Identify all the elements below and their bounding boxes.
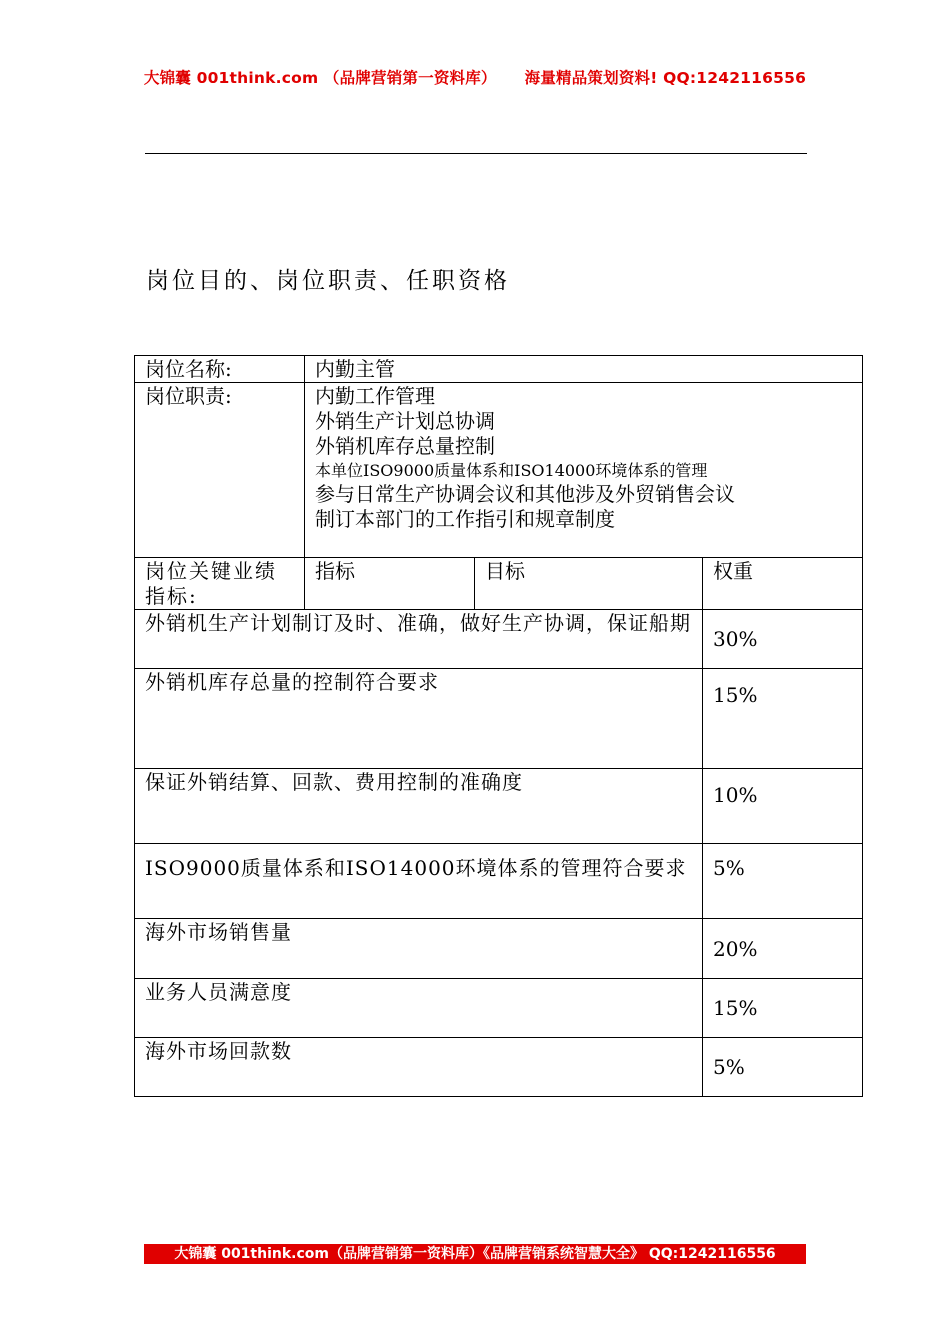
header-promo-text: 海量精品策划资料! QQ:1242116556 [524, 69, 807, 87]
kpi-weight: 10% [703, 769, 863, 844]
kpi-indicator: 外销机库存总量的控制符合要求 [135, 669, 703, 769]
kpi-indicator: 海外市场回款数 [135, 1038, 703, 1097]
kpi-row [135, 610, 863, 669]
duties-label: 岗位职责: [135, 383, 305, 558]
duties-row [135, 383, 863, 558]
header-banner [0, 66, 950, 88]
kpi-row [135, 844, 863, 919]
duty-item: 制订本部门的工作指引和规章制度 [315, 507, 615, 531]
kpi-indicator: 业务人员满意度 [135, 979, 703, 1038]
duty-item: 外销生产计划总协调 [315, 409, 495, 433]
header-divider [145, 153, 807, 154]
duty-item: 本单位ISO9000质量体系和ISO14000环境体系的管理 [315, 461, 708, 480]
duty-item: 内勤工作管理 [315, 384, 435, 408]
kpi-weight: 5% [703, 1038, 863, 1097]
kpi-header-row [135, 558, 863, 610]
position-row [135, 356, 863, 383]
kpi-row [135, 1038, 863, 1097]
kpi-row [135, 669, 863, 769]
kpi-weight: 20% [703, 919, 863, 979]
kpi-weight: 30% [703, 610, 863, 669]
kpi-label: 岗位关键业绩指标: [135, 558, 305, 610]
header-brand-text: 大锦囊 001think.com （品牌营销第一资料库） [143, 69, 497, 87]
page-title: 岗位目的、岗位职责、任职资格 [146, 268, 510, 294]
kpi-indicator: 外销机生产计划制订及时、准确，做好生产协调，保证船期 [135, 610, 703, 669]
col-indicator-header: 指标 [305, 558, 475, 610]
kpi-row [135, 919, 863, 979]
kpi-indicator: 保证外销结算、回款、费用控制的准确度 [135, 769, 703, 844]
kpi-indicator: ISO9000质量体系和ISO14000环境体系的管理符合要求 [135, 844, 703, 919]
kpi-row [135, 979, 863, 1038]
kpi-weight: 5% [703, 844, 863, 919]
position-value: 内勤主管 [305, 356, 863, 383]
kpi-weight: 15% [703, 669, 863, 769]
duty-item: 参与日常生产协调会议和其他涉及外贸销售会议 [315, 482, 735, 506]
duties-list [305, 383, 863, 558]
kpi-weight: 15% [703, 979, 863, 1038]
col-target-header: 目标 [475, 558, 703, 610]
kpi-indicator: 海外市场销售量 [135, 919, 703, 979]
footer-banner: 大锦囊 001think.com（品牌营销第一资料库）《品牌营销系统智慧大全》 QQ:1242116556 [144, 1244, 806, 1264]
position-label: 岗位名称: [135, 356, 305, 383]
duty-item: 外销机库存总量控制 [315, 434, 495, 458]
col-weight-header: 权重 [703, 558, 863, 610]
kpi-row [135, 769, 863, 844]
job-description-table [134, 355, 863, 1097]
